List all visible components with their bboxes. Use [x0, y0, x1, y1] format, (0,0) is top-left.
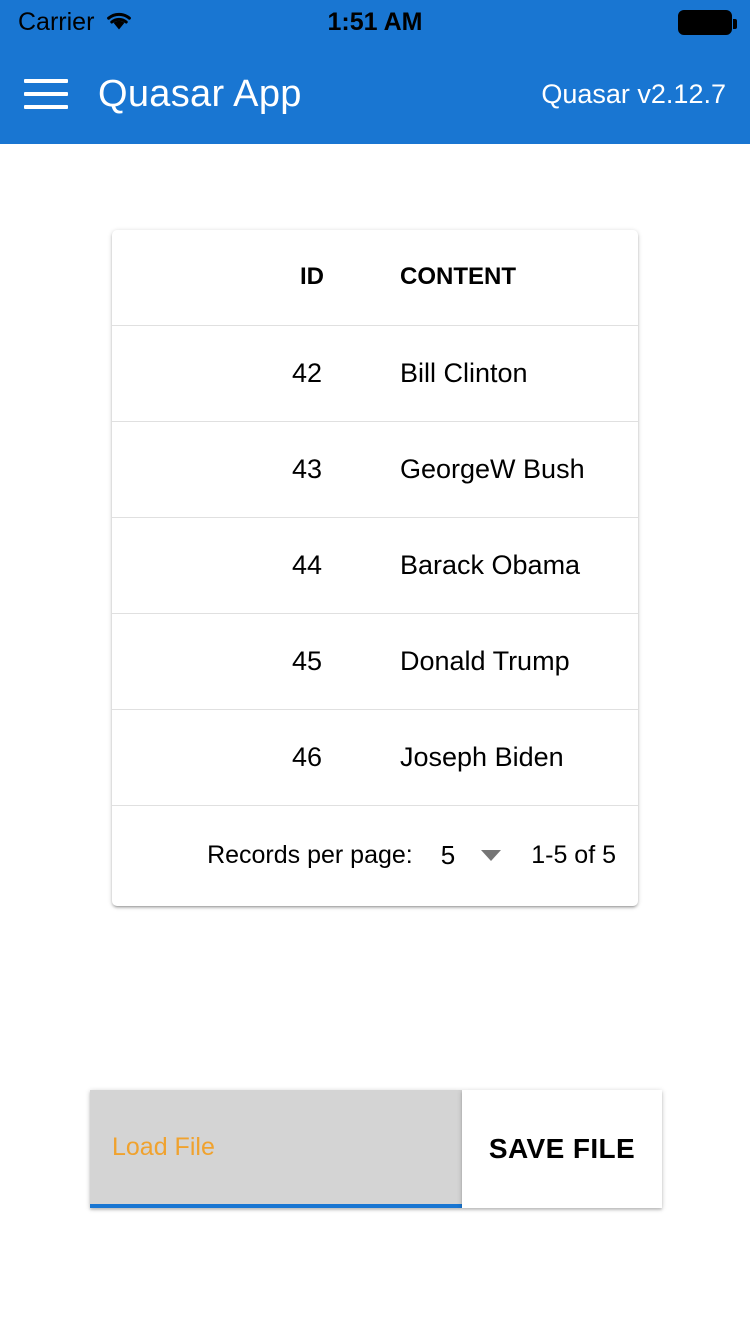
status-bar: [0, 0, 750, 44]
records-per-page-label: Records per page:: [207, 841, 413, 869]
app-toolbar: [0, 44, 750, 144]
save-file-button[interactable]: SAVE FILE: [462, 1090, 662, 1208]
records-per-page-value[interactable]: 5: [440, 840, 456, 870]
cell-id: 44: [112, 517, 324, 613]
status-bar-left: [18, 8, 134, 37]
data-table-card: [112, 230, 638, 906]
cell-content: Joseph Biden: [324, 709, 638, 805]
file-actions-row: [90, 1090, 662, 1208]
table-row[interactable]: [112, 709, 638, 805]
cell-id: 45: [112, 613, 324, 709]
table-row[interactable]: [112, 325, 638, 421]
carrier-label: Carrier: [18, 7, 95, 36]
records-table: [112, 230, 638, 806]
pagination-range-label: 1-5 of 5: [531, 841, 616, 869]
table-pagination-footer: [112, 806, 638, 906]
cell-id: 46: [112, 709, 324, 805]
column-header-content[interactable]: CONTENT: [324, 230, 638, 325]
app-title: Quasar App: [98, 72, 302, 115]
column-header-id[interactable]: ID: [112, 230, 324, 325]
cell-id: 42: [112, 325, 324, 421]
battery-full-icon: [678, 10, 732, 35]
page-content: [0, 144, 750, 1334]
load-file-button[interactable]: Load File: [90, 1090, 462, 1208]
cell-content: Bill Clinton: [324, 325, 638, 421]
cell-content: Donald Trump: [324, 613, 638, 709]
quasar-version-label: Quasar v2.12.7: [541, 78, 726, 109]
table-header: [112, 230, 638, 325]
table-body: [112, 325, 638, 805]
table-row[interactable]: [112, 613, 638, 709]
cell-id: 43: [112, 421, 324, 517]
table-row[interactable]: [112, 421, 638, 517]
wifi-icon: [104, 9, 134, 36]
cell-content: Barack Obama: [324, 517, 638, 613]
table-row[interactable]: [112, 517, 638, 613]
cell-content: GeorgeW Bush: [324, 421, 638, 517]
chevron-down-icon[interactable]: [481, 850, 501, 861]
status-bar-right: [678, 10, 732, 35]
hamburger-menu-icon[interactable]: [24, 66, 80, 122]
table-header-row: [112, 230, 638, 325]
status-bar-clock: 1:51 AM: [327, 7, 423, 36]
